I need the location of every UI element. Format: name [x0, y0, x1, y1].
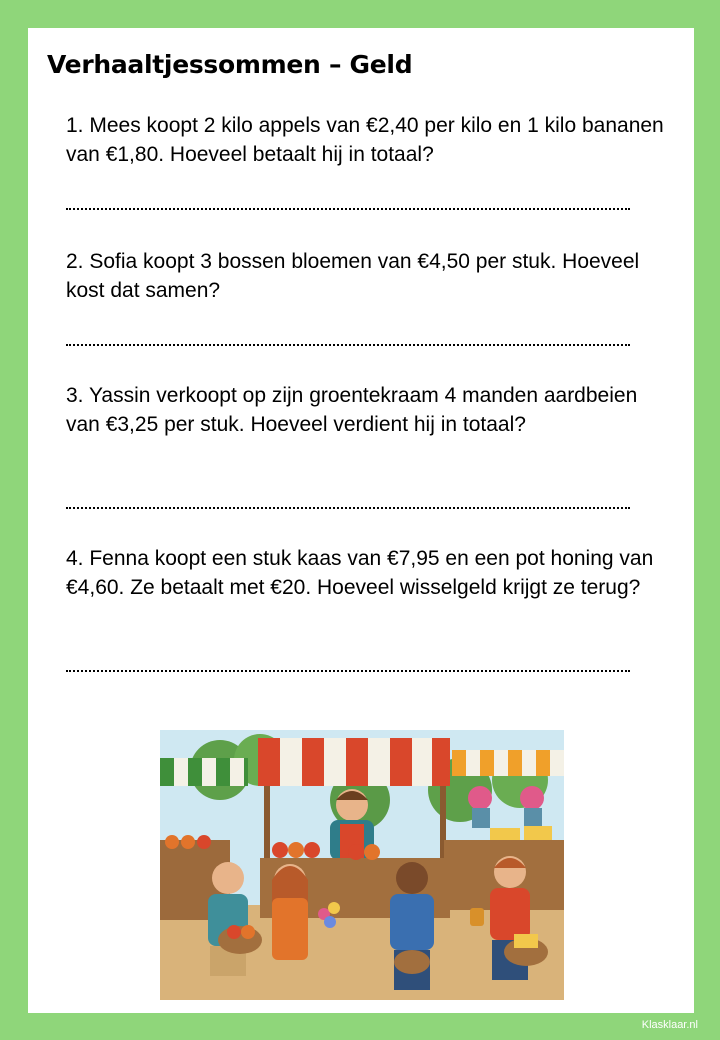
answer-line-1 — [66, 208, 630, 210]
market-stall-illustration — [160, 730, 564, 1000]
answer-line-4 — [66, 670, 630, 672]
question-1: 1. Mees koopt 2 kilo appels van €2,40 per kilo en 1 kilo bananen van €1,80. Hoeveel betaalt hij in totaal? — [66, 114, 664, 166]
question-2: 2. Sofia koopt 3 bossen bloemen van €4,50 per stuk. Hoeveel kost dat samen? — [66, 250, 640, 302]
question-3: 3. Yassin verkoopt op zijn groentekraam 4 manden aardbeien van €3,25 per stuk. Hoeveel verdient hij in totaal? — [66, 384, 638, 436]
answer-line-3 — [66, 507, 630, 509]
footer-brand: Klasklaar.nl — [641, 1019, 698, 1031]
answer-line-2 — [66, 344, 630, 346]
page-title: Verhaaltjessommen – Geld — [47, 50, 413, 79]
market-illustration-svg — [160, 730, 564, 1000]
question-4: 4. Fenna koopt een stuk kaas van €7,95 en een pot honing van €4,60. Ze betaalt met €20. Hoeveel wisselgeld krijgt ze terug? — [66, 547, 654, 599]
worksheet-page — [28, 28, 694, 1013]
